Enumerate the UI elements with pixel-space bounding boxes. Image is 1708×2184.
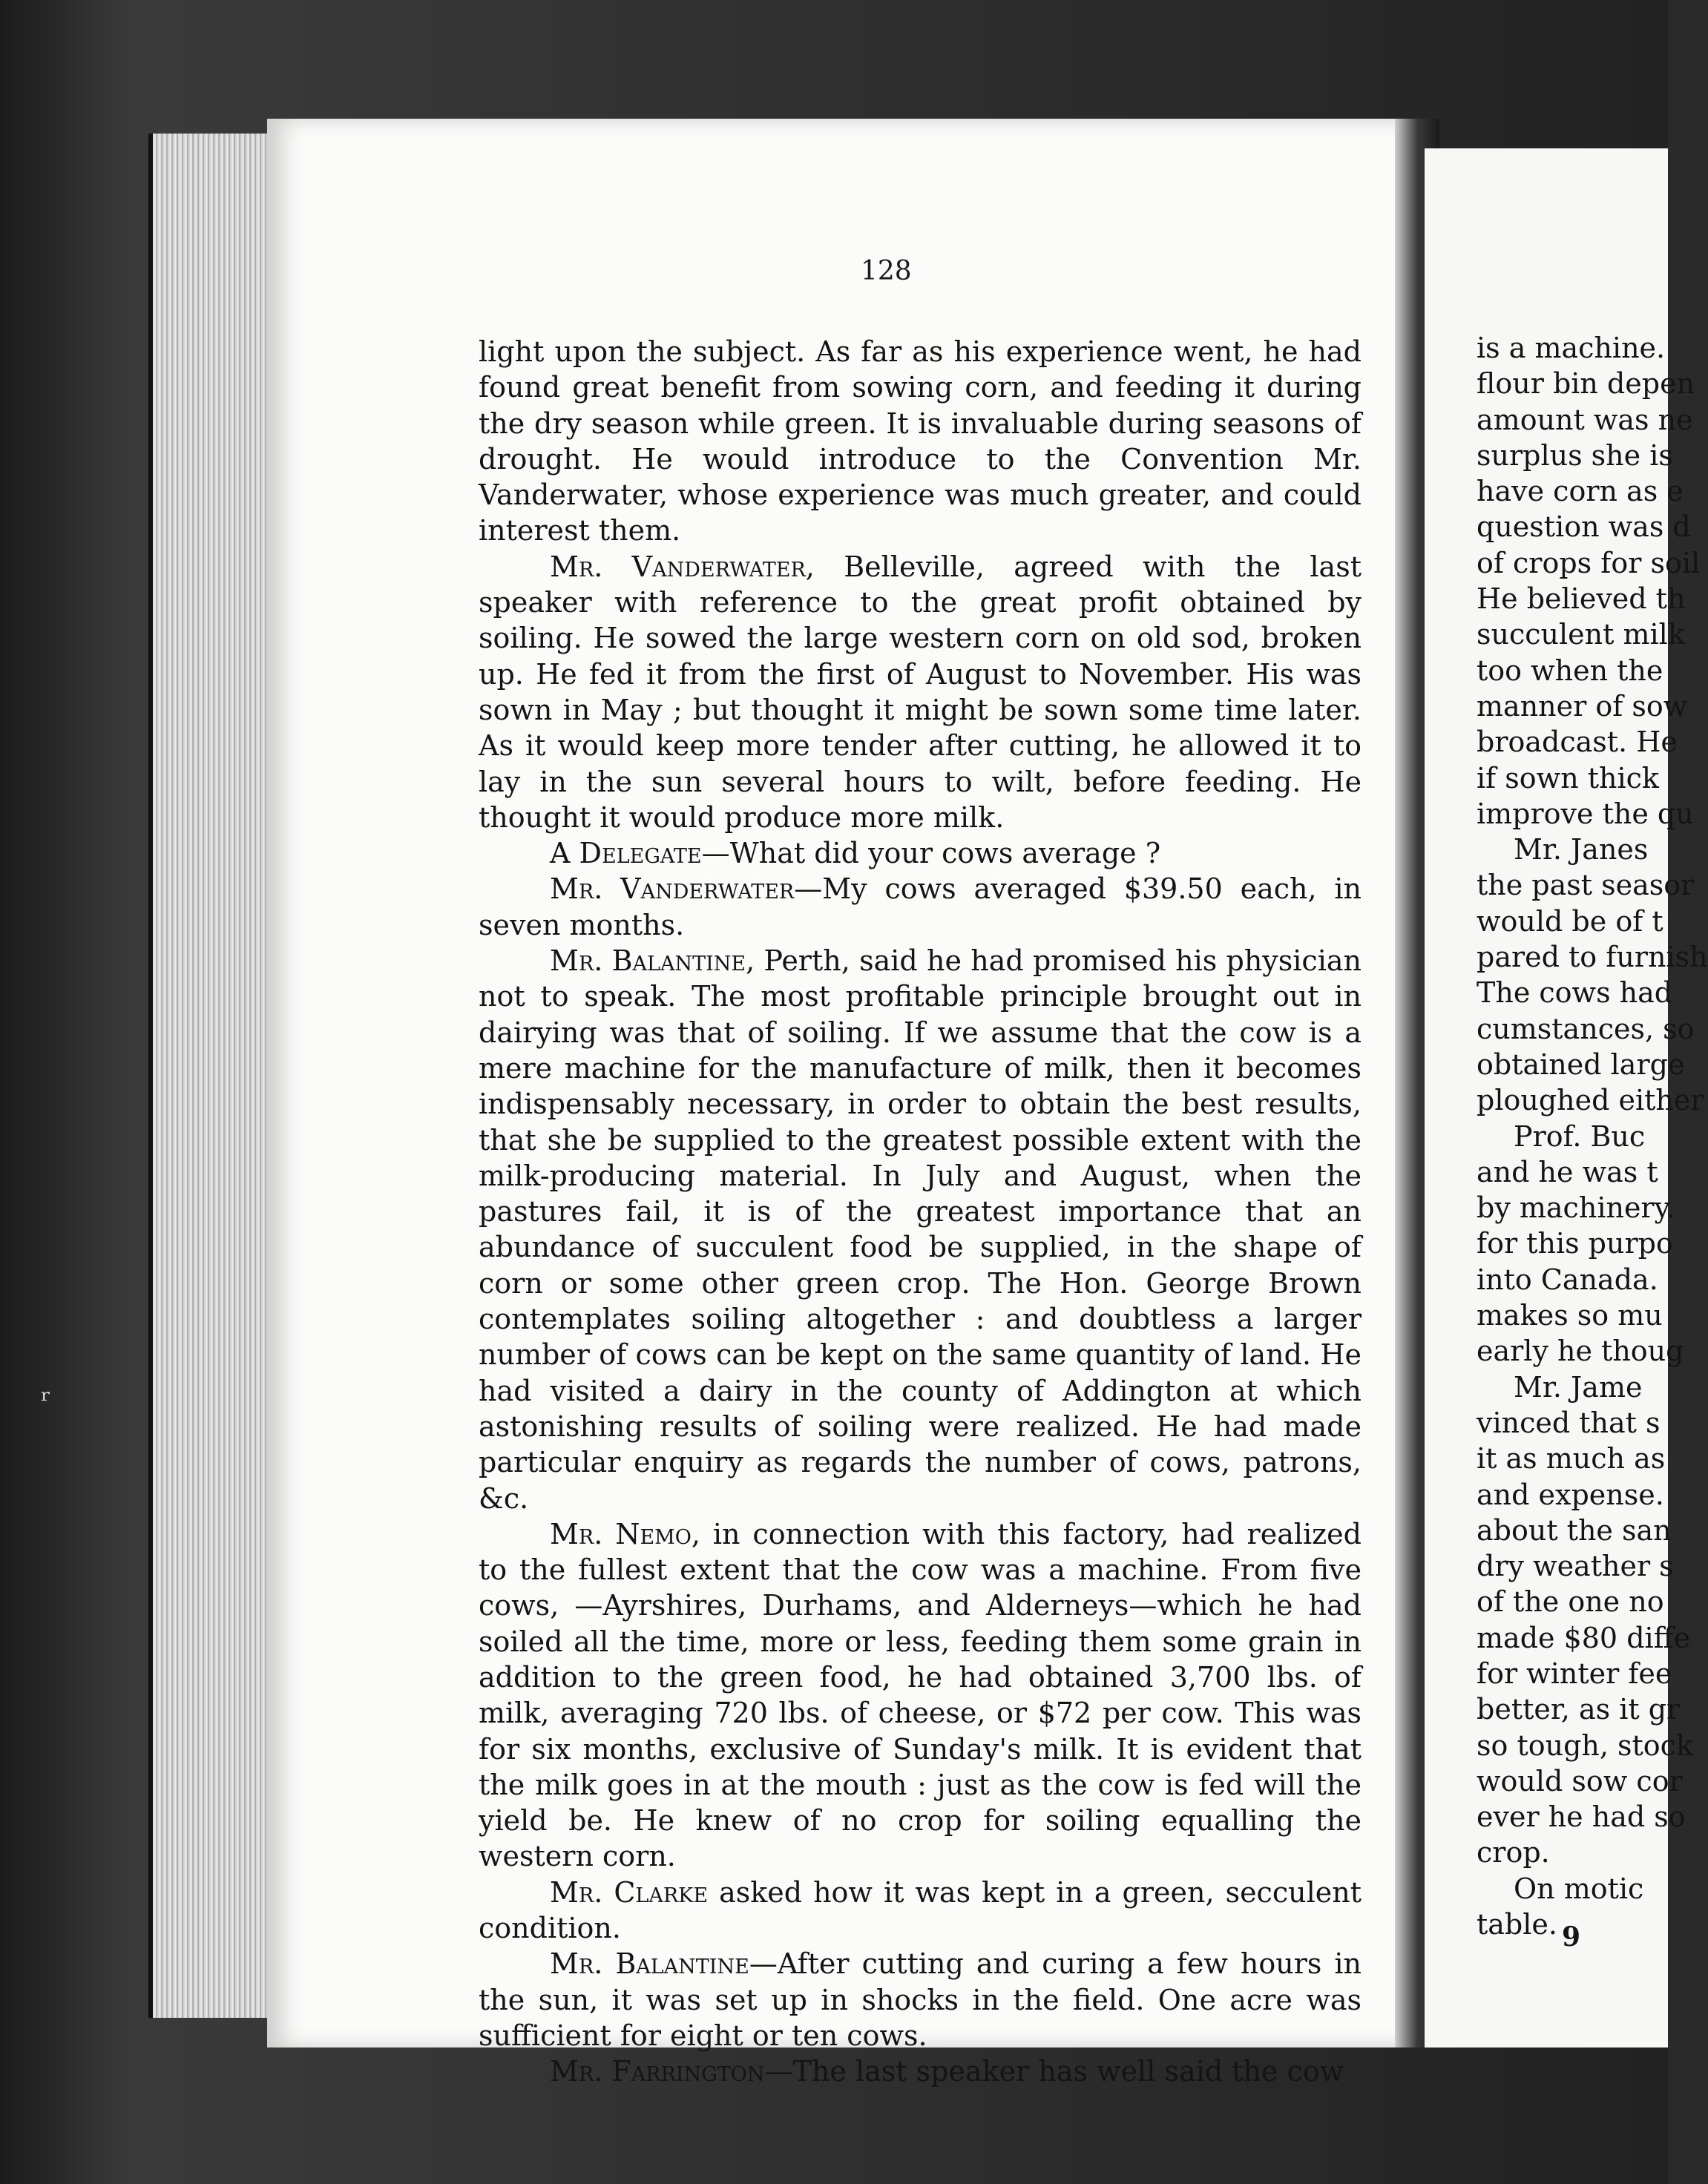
right-page-line: Mr. Janes <box>1514 833 1649 866</box>
right-page-line: table. <box>1477 1908 1557 1941</box>
speaker-name: Mr. Clarke <box>550 1875 709 1909</box>
right-page-line: into Canada. <box>1477 1263 1658 1296</box>
right-page-line: better, as it gr <box>1477 1693 1681 1726</box>
speaker-name: A Delegate <box>550 837 702 870</box>
right-page-line: broadcast. He <box>1477 726 1678 759</box>
paragraph-6: Mr. Nemo, in connection with this factory, had realized to the fullest extent that the cow was a machine. From five cows, —Ayrshires, Durhams, and Alderneys—which he had soiled all the time, more or less, feeding them some grain in addition to the green food, he had obtained 3,700 lbs. of milk, averaging 720 lbs. of cheese, or $72 per cow. This was for six months, exclusive of Sunday's milk. It is evident that the milk goes in at the mouth : just as the cow is fed will the yield be. He knew of no crop for soiling equalling the western corn. <box>479 1517 1362 1873</box>
signature-mark: 9 <box>1562 1921 1581 1953</box>
right-page-line: ever he had so <box>1477 1800 1686 1834</box>
paragraph-8: Mr. Balantine—After cutting and curing a few hours in the sun, it was set up in shocks in the field. One acre was sufficient for eight or ten cows. <box>479 1947 1362 2052</box>
right-page-line: for this purpo <box>1477 1227 1673 1260</box>
right-page-line: the past seasor <box>1477 869 1695 902</box>
speaker-name: Mr. Farrington <box>550 2055 765 2088</box>
speaker-name: Mr. Balantine <box>550 1947 749 1981</box>
right-page-line: of crops for soil <box>1477 546 1701 579</box>
right-page-line: crop. <box>1477 1836 1550 1869</box>
right-page-line: amount was ne <box>1477 403 1693 436</box>
right-page-line: On motic <box>1514 1872 1644 1905</box>
right-page-line: surplus she is <box>1477 438 1673 472</box>
right-page-line: so tough, stock <box>1477 1729 1693 1762</box>
right-page-line: makes so mu <box>1477 1299 1663 1332</box>
right-page-line: is a machine. <box>1477 332 1666 364</box>
right-page-line: succulent milk <box>1477 618 1685 651</box>
right-page-line: would sow cor <box>1477 1764 1683 1797</box>
speaker-name: Mr. Balantine, <box>550 944 755 978</box>
right-page-line: Mr. Jame <box>1514 1370 1643 1404</box>
right-page-line: by machinery. <box>1477 1191 1676 1225</box>
right-page-line: too when the <box>1477 654 1663 687</box>
right-page-line: pared to furnish <box>1477 941 1708 974</box>
paragraph-9: Mr. Farrington—The last speaker has well said the cow <box>550 2055 1344 2088</box>
paragraph-4: Mr. Vanderwater—My cows averaged $39.50 each, in seven months. <box>479 872 1362 941</box>
paragraph-2: Mr. Vanderwater, Belleville, agreed with the last speaker with reference to the great profit obtained by soiling. He sowed the large western corn on old sod, broken up. He fed it from the first of August to November. His was sown in May ; but thought it might be sown some time later. As it would keep more tender after cutting, he allowed it to lay in the sun several hours to wilt, before feeding. He thought it would produce more milk. <box>479 550 1362 834</box>
right-page-line: dry weather s <box>1477 1550 1674 1583</box>
right-page-line: He believed th <box>1477 582 1686 616</box>
right-page-line: made $80 diffe <box>1477 1621 1691 1654</box>
scan-artifact-mark: ʳ <box>41 1384 51 1418</box>
right-page-line: about the san <box>1477 1513 1672 1547</box>
right-page-line: have corn as e <box>1477 475 1684 508</box>
right-page-line: and expense. <box>1477 1478 1664 1511</box>
speaker-name: Mr. Vanderwater <box>550 872 795 906</box>
right-page-line: early he thoug <box>1477 1335 1684 1368</box>
speaker-name: Mr. Vanderwater, <box>550 550 815 583</box>
right-page-line: and he was t <box>1477 1155 1658 1188</box>
paragraph-1: light upon the subject. As far as his experience went, he had found great benefit from sowing corn, and feeding it during the dry season while green. It is invaluable during seasons of drought. He would introduce to the Convention Mr. Vanderwater, whose experience was much greater, and could interest them. <box>479 335 1362 547</box>
right-page-line: Prof. Buc <box>1514 1119 1646 1153</box>
paragraph-5: Mr. Balantine, Perth, said he had promised his physician not to speak. The most profitable principle brought out in dairying was that of soiling. If we assume that the cow is a mere machine for the manufacture of milk, then it becomes indispensably necessary, in order to obtain the best results, that she be supplied to the greatest possible extent with the milk-producing material. In July and August, when the pastures fail, it is of the greatest importance that an abundance of succulent food be supplied, in the shape of corn or some other green crop. The Hon. George Brown contemplates soiling altogether : and doubtless a larger number of cows can be kept on the same quantity of land. He had visited a dairy in the county of Addington at which astonishing results of soiling were realized. He had made particular enquiry as regards the number of cows, patrons, &c. <box>479 944 1362 1515</box>
right-page-line: The cows had <box>1477 976 1673 1010</box>
right-page-line: flour bin depen <box>1477 367 1695 401</box>
right-page-line: ploughed either <box>1477 1084 1704 1117</box>
right-page-line: it as much as <box>1477 1442 1666 1476</box>
right-page-line: for winter fee <box>1477 1657 1672 1690</box>
right-page-line: manner of sow <box>1477 689 1688 723</box>
right-page-line: improve the qu <box>1477 797 1694 830</box>
right-page-line: cumstances, so <box>1477 1012 1695 1045</box>
right-page-line: of the one no <box>1477 1585 1664 1619</box>
book-page-edges <box>148 134 279 2018</box>
right-page-line: if sown thick <box>1477 761 1659 795</box>
right-page-line: obtained large <box>1477 1047 1685 1081</box>
paragraph-3: A Delegate—What did your cows average ? <box>550 837 1161 870</box>
right-page-line: question was d <box>1477 510 1691 544</box>
paragraph-7: Mr. Clarke asked how it was kept in a green, secculent condition. <box>479 1875 1362 1945</box>
speaker-name: Mr. Nemo, <box>550 1517 701 1550</box>
left-page-body <box>479 334 1362 2090</box>
right-page-line: vinced that s <box>1477 1406 1661 1439</box>
page-number: 128 <box>861 256 912 286</box>
right-page-line: would be of t <box>1477 904 1663 938</box>
right-page-column <box>1477 330 1708 1942</box>
